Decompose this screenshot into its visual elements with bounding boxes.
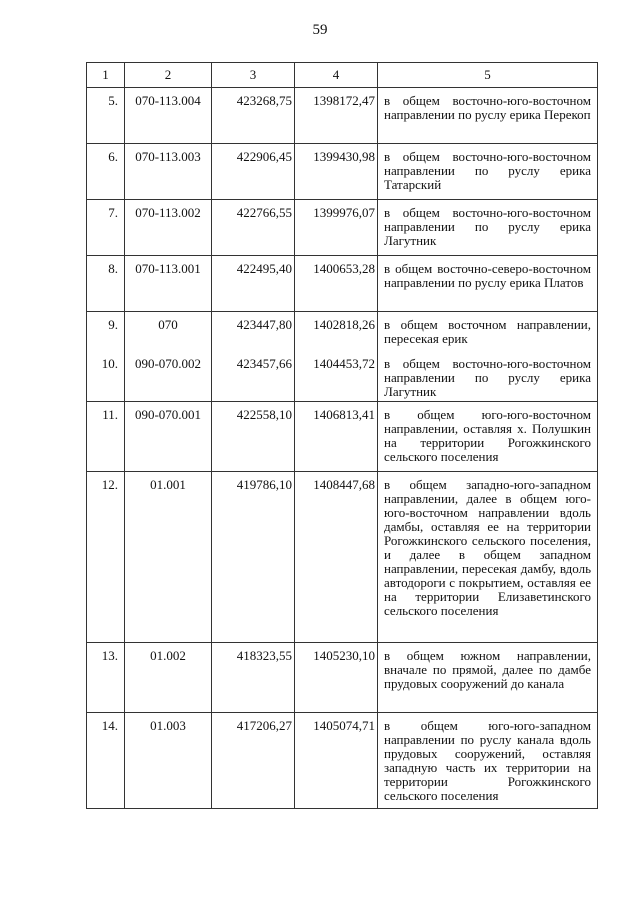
coord-y: 1400653,28 [295,256,378,312]
table-row [87,144,598,200]
table-row [87,256,598,312]
header-col-3: 3 [212,63,295,88]
coord-y: 1398172,47 [295,88,378,144]
point-code: 070-113.004 [125,88,212,144]
point-code: 070-113.002 [125,200,212,256]
coord-y: 1399430,98 [295,144,378,200]
coord-x: 423447,80 [212,312,295,351]
table-row [87,643,598,713]
coord-x: 422495,40 [212,256,295,312]
direction-description: в общем восточно-юго-восточном направлении по руслу ерика Лагутник [378,351,598,402]
header-col-5: 5 [378,63,598,88]
point-code: 090-070.002 [125,351,212,402]
coord-x: 422766,55 [212,200,295,256]
page-number: 59 [312,22,328,38]
coord-x: 422906,45 [212,144,295,200]
row-number: 8. [87,256,125,312]
table-row [87,402,598,472]
row-number: 10. [87,351,125,402]
row-number: 12. [87,472,125,643]
table-row [87,200,598,256]
header-col-1: 1 [87,63,125,88]
point-code: 070-113.001 [125,256,212,312]
direction-description: в общем восточно-юго-восточном направлении по руслу ерика Перекоп [378,88,598,144]
table-row [87,312,598,351]
row-number: 5. [87,88,125,144]
row-number: 6. [87,144,125,200]
coord-y: 1405074,71 [295,713,378,809]
table-row [87,351,598,402]
coord-y: 1399976,07 [295,200,378,256]
table-row [87,713,598,809]
point-code: 01.003 [125,713,212,809]
coord-x: 417206,27 [212,713,295,809]
point-code: 01.002 [125,643,212,713]
direction-description: в общем восточно-юго-восточном направлении по руслу ерика Лагутник [378,200,598,256]
direction-description: в общем западно-юго-западном направлении, далее в общем юго-юго-восточном направлении вдоль дамбы, оставляя ее на территории Рогожкинского сельского поселения, и далее в общем западном направлении, пересекая дамбу, вдоль автодороги с покрытием, оставляя ее на территории Елизаветинского сельского поселения [378,472,598,643]
row-number: 11. [87,402,125,472]
direction-description: в общем южном направлении, вначале по прямой, далее по дамбе прудовых сооружений до канала [378,643,598,713]
point-code: 090-070.001 [125,402,212,472]
point-code: 070-113.003 [125,144,212,200]
header-col-2: 2 [125,63,212,88]
coord-x: 418323,55 [212,643,295,713]
row-number: 7. [87,200,125,256]
boundary-table [86,62,598,809]
direction-description: в общем восточно-юго-восточном направлении по руслу ерика Татарский [378,144,598,200]
coord-y: 1406813,41 [295,402,378,472]
direction-description: в общем восточно-северо-восточном направлении по руслу ерика Платов [378,256,598,312]
row-number: 14. [87,713,125,809]
coord-x: 423268,75 [212,88,295,144]
table-header-row [87,63,598,88]
coord-y: 1402818,26 [295,312,378,351]
coord-y: 1405230,10 [295,643,378,713]
table-row [87,472,598,643]
direction-description: в общем восточном направлении, пересекая ерик [378,312,598,351]
coord-x: 423457,66 [212,351,295,402]
coord-x: 419786,10 [212,472,295,643]
direction-description: в общем юго-юго-восточном направлении, оставляя х. Полушкин на территории Рогожкинского сельского поселения [378,402,598,472]
header-col-4: 4 [295,63,378,88]
row-number: 13. [87,643,125,713]
point-code: 01.001 [125,472,212,643]
coord-y: 1404453,72 [295,351,378,402]
coord-y: 1408447,68 [295,472,378,643]
direction-description: в общем юго-юго-западном направлении по руслу канала вдоль прудовых сооружений, оставляя западную часть их территории на территории Рогожкинского сельского поселения [378,713,598,809]
table-row [87,88,598,144]
row-number: 9. [87,312,125,351]
coord-x: 422558,10 [212,402,295,472]
point-code: 070 [125,312,212,351]
